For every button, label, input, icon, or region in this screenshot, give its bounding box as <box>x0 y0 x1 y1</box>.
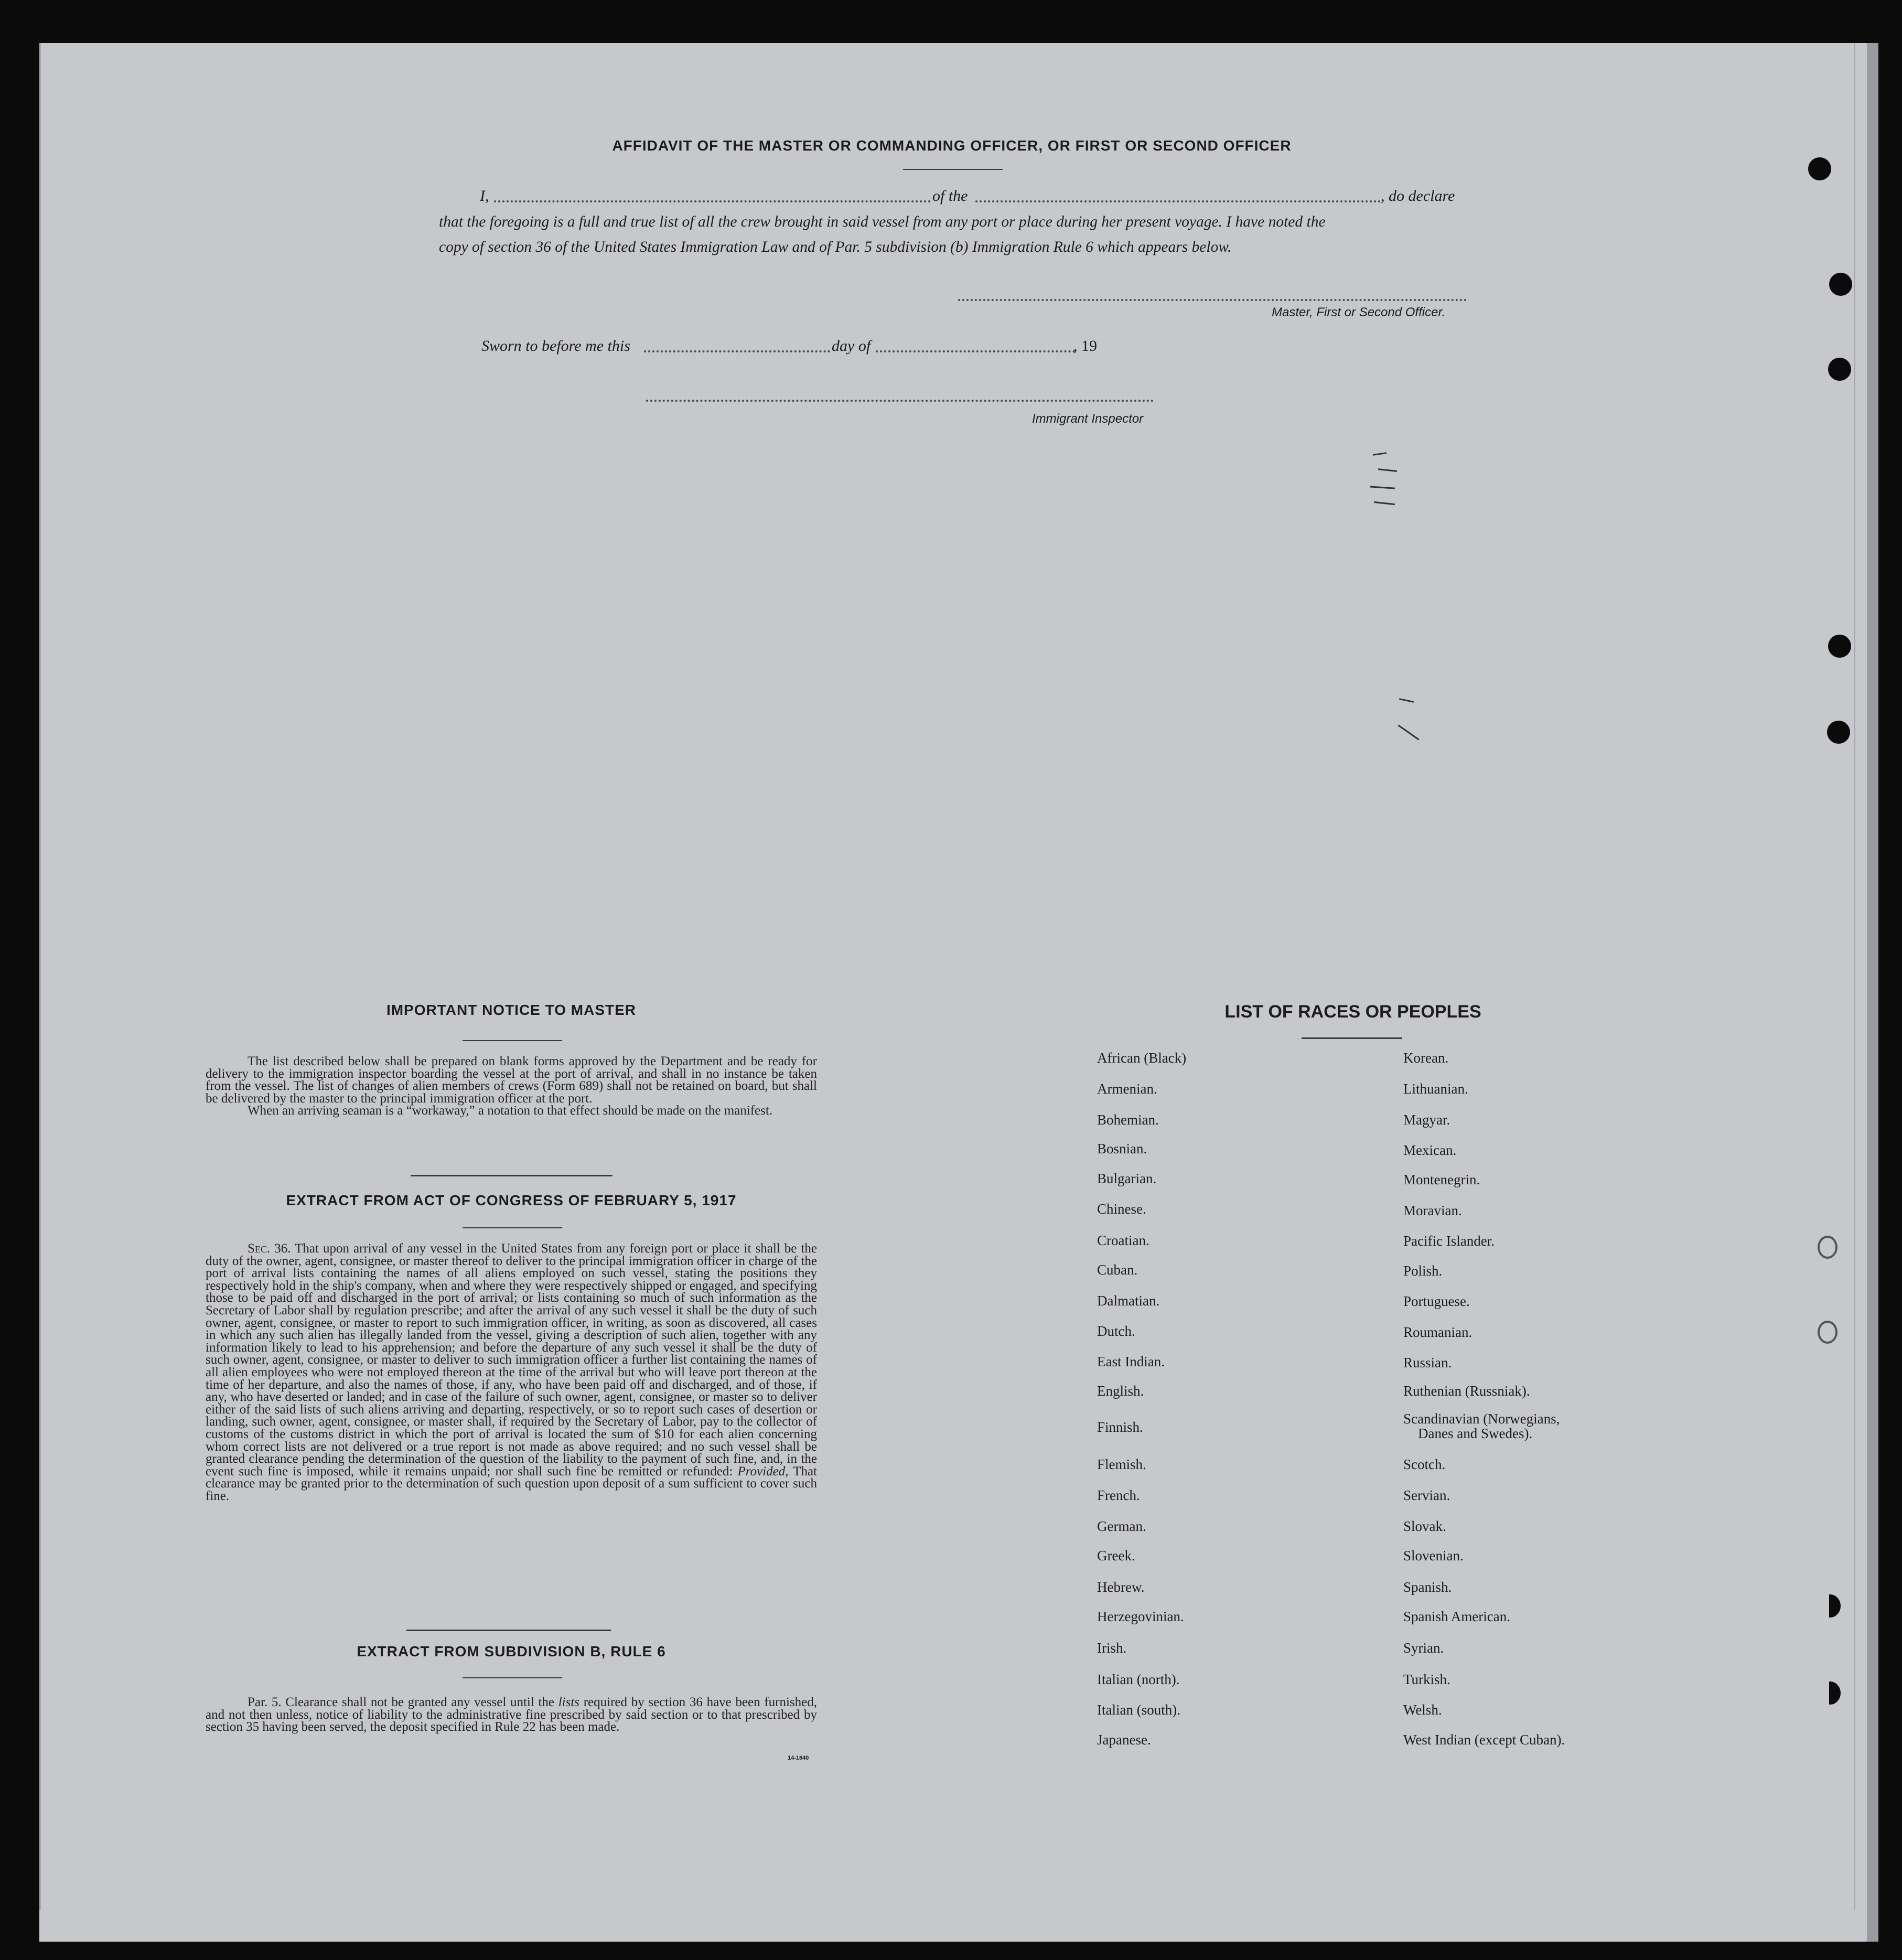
punch-hole <box>1808 157 1831 180</box>
race-item: Korean. <box>1403 1050 1449 1066</box>
punch-hole-ring <box>1818 1321 1837 1344</box>
punch-hole-half <box>1820 1594 1841 1618</box>
race-item: English. <box>1097 1383 1144 1399</box>
notice-para-1: The list described below shall be prepared on blank forms approved by the Department and be ready for delivery to the immigration inspector boarding the vessel at the port of arrival, and shall in no instance be taken from the vessel. The list of changes of alien members of crews (Form 689) shall not be retained on board, but shall be delivered by the master to the principal immigration officer at the port. <box>206 1054 817 1106</box>
race-item: Chinese. <box>1097 1201 1146 1217</box>
extract-rule-paragraph <box>206 1696 817 1733</box>
extract-act-title: EXTRACT FROM ACT OF CONGRESS OF FEBRUARY 5, 1917 <box>286 1192 737 1208</box>
race-item: African (Black) <box>1097 1050 1187 1066</box>
race-item: Servian. <box>1403 1487 1450 1503</box>
affidavit-declare: , do declare <box>1381 187 1455 205</box>
signature-label: Master, First or Second Officer. <box>1272 305 1446 319</box>
punch-hole <box>1827 721 1850 744</box>
race-item: Armenian. <box>1097 1081 1157 1097</box>
section-text: That upon arrival of any vessel in the United States from any foreign port or place it shall be the duty of the owner, agent, consignee, or master thereof to deliver to the principal immigration officer in charge of the port of arrival lists containing the names of all aliens employed on such vessel, stating the positions they respectively hold in the ship's company, when and where they were respectively shipped or engaged, and specifying those to be paid off and discharged in the port of arrival; or lists containing so much of such information as the Secretary of Labor shall by regulation prescribe; and after the arrival of any such vessel it shall be the duty of such owner, agent, consignee, or master to report to such immigration officer, in writing, as soon as discovered, all cases in which any such alien has illegally landed from the vessel, giving a description of such alien, together with any information likely to lead to his apprehension; and before the departure of any such vessel it shall be the duty of such owner, agent, consignee, or master to deliver to such immigration officer a further list containing the names of all alien employees who were not employed thereon at the time of the arrival but who will leave port thereon at the time of her departure, and also the names of those, if any, who have been paid off and discharged, and of those, if any, who have deserted or landed; and in case of the failure of such owner, agent, consignee, or master so to deliver either of the said lists of such aliens arriving and departing, respectively, or so to report such cases of desertion or landing, such owner, agent, consignee, or master shall, if required by the Secretary of Labor, pay to the collector of customs of the customs district in which the port of arrival is located the sum of $10 for each alien concerning whom correct lists are not delivered or a true report is not made as above required; and no such vessel shall be granted clearance pending the determination of the question of the liability to the payment of such fine, and, in the event such fine is imposed, while it remains unpaid; nor shall such fine be remitted or refunded: <box>206 1241 817 1479</box>
race-item: Bulgarian. <box>1097 1171 1157 1186</box>
punch-hole-ring <box>1818 1236 1837 1259</box>
race-item: Ruthenian (Russniak). <box>1403 1383 1530 1399</box>
notice-title: IMPORTANT NOTICE TO MASTER <box>386 1002 637 1018</box>
race-item: Bohemian. <box>1097 1112 1159 1128</box>
race-item: French. <box>1097 1487 1140 1503</box>
affidavit-title: AFFIDAVIT OF THE MASTER OR COMMANDING OFFICER, OR FIRST OR SECOND OFFICER <box>612 137 1292 154</box>
race-item: Slovak. <box>1403 1518 1446 1534</box>
punch-hole <box>1828 635 1851 658</box>
name-blank <box>494 200 931 202</box>
race-item: Portuguese. <box>1403 1293 1470 1309</box>
race-item: Italian (south). <box>1097 1702 1180 1718</box>
extract-act-paragraph <box>206 1243 817 1502</box>
inspector-label: Immigrant Inspector <box>1032 412 1144 426</box>
race-item: Flemish. <box>1097 1456 1146 1472</box>
race-item: Lithuanian. <box>1403 1081 1468 1097</box>
race-item: Dalmatian. <box>1097 1293 1160 1309</box>
notice-para-2: When an arriving seaman is a “workaway,” a notation to that effect should be made on the manifest. <box>248 1104 773 1118</box>
race-item: West Indian (except Cuban). <box>1403 1732 1565 1748</box>
sworn-day-blank <box>644 350 830 352</box>
title-rule <box>903 169 1003 170</box>
race-item: Japanese. <box>1097 1732 1151 1748</box>
race-item: Dutch. <box>1097 1323 1135 1339</box>
provided-word: Provided, <box>737 1464 789 1479</box>
race-item: Slovenian. <box>1403 1548 1464 1563</box>
race-item: Greek. <box>1097 1548 1135 1563</box>
race-item: East Indian. <box>1097 1354 1165 1369</box>
race-item: Finnish. <box>1097 1419 1143 1435</box>
extract-act-body <box>206 1243 817 1502</box>
race-item: Hebrew. <box>1097 1579 1145 1595</box>
sheet-right-edge <box>1867 43 1878 1942</box>
race-item: Turkish. <box>1403 1672 1450 1687</box>
section-divider <box>411 1175 612 1176</box>
race-item: Russian. <box>1403 1355 1452 1370</box>
race-item: Mexican. <box>1403 1142 1457 1158</box>
notice-body <box>206 1055 817 1117</box>
race-item: Irish. <box>1097 1640 1127 1656</box>
rule-text: Par. 5. Clearance shall not be granted any vessel until the <box>248 1695 555 1709</box>
form-number: 14-1840 <box>788 1755 809 1761</box>
extract-rule-rule <box>463 1677 562 1678</box>
race-item: Bosnian. <box>1097 1141 1147 1156</box>
lists-word: lists <box>558 1695 580 1709</box>
section-divider <box>406 1630 611 1631</box>
extract-rule-title: EXTRACT FROM SUBDIVISION B, RULE 6 <box>357 1643 666 1659</box>
extract-rule-body <box>206 1696 817 1733</box>
notice-rule <box>463 1040 562 1041</box>
race-item: Danes and Swedes). <box>1418 1426 1533 1441</box>
race-item: German. <box>1097 1518 1146 1534</box>
race-item: Croatian. <box>1097 1233 1149 1248</box>
race-item: Cuban. <box>1097 1262 1138 1278</box>
vessel-blank <box>975 200 1381 202</box>
race-item: Roumanian. <box>1403 1324 1473 1340</box>
race-item: Herzegovinian. <box>1097 1609 1184 1624</box>
race-item: Syrian. <box>1403 1640 1444 1656</box>
race-item: Scotch. <box>1403 1456 1446 1472</box>
punch-hole <box>1829 273 1852 296</box>
sworn-prefix: Sworn to before me this <box>481 337 630 355</box>
section-label: Sec. 36. <box>248 1241 291 1256</box>
race-item: Welsh. <box>1403 1702 1442 1718</box>
affidavit-line3: copy of section 36 of the United States Immigration Law and of Par. 5 subdivision (b) Immigration Rule 6 which appears below. <box>439 239 1232 255</box>
affidavit-of-the: of the <box>932 187 968 205</box>
race-item: Spanish. <box>1403 1579 1452 1595</box>
race-item: Polish. <box>1403 1263 1443 1279</box>
section-text-end: That clearance may be granted prior to the determination of such question upon deposit of a sum sufficient to cover such fine. <box>206 1464 818 1503</box>
races-rule <box>1302 1037 1402 1039</box>
signature-line <box>958 299 1467 301</box>
rule-text-end: required by section 36 have been furnished, and not then unless, notice of liability to the administrative fine prescribed by said section or to that prescribed by section 35 having been served, the deposit specified in Rule 22 has been made. <box>206 1695 817 1734</box>
race-item: Magyar. <box>1403 1112 1450 1128</box>
sworn-year: , 19 <box>1073 337 1097 355</box>
sworn-day-of: day of <box>832 337 871 355</box>
race-item: Pacific Islander. <box>1403 1233 1495 1249</box>
race-item: Spanish American. <box>1403 1609 1510 1624</box>
races-title: LIST OF RACES OR PEOPLES <box>1224 1002 1481 1022</box>
sheet-right-fold <box>1854 43 1855 1910</box>
sworn-month-blank <box>876 350 1075 352</box>
affidavit-i: I, <box>480 187 489 205</box>
sheet-left-edge <box>39 43 41 1910</box>
extract-act-rule <box>463 1227 562 1228</box>
punch-hole <box>1828 358 1851 381</box>
inspector-signature-line <box>646 400 1154 402</box>
affidavit-line2: that the foregoing is a full and true list of all the crew brought in said vessel from any port or place during her present voyage. I have noted the <box>439 213 1326 230</box>
race-item: Montenegrin. <box>1403 1172 1480 1187</box>
punch-hole-half <box>1820 1681 1841 1705</box>
race-item: Moravian. <box>1403 1203 1462 1218</box>
race-item: Italian (north). <box>1097 1672 1180 1687</box>
race-item: Scandinavian (Norwegians, <box>1403 1411 1560 1427</box>
